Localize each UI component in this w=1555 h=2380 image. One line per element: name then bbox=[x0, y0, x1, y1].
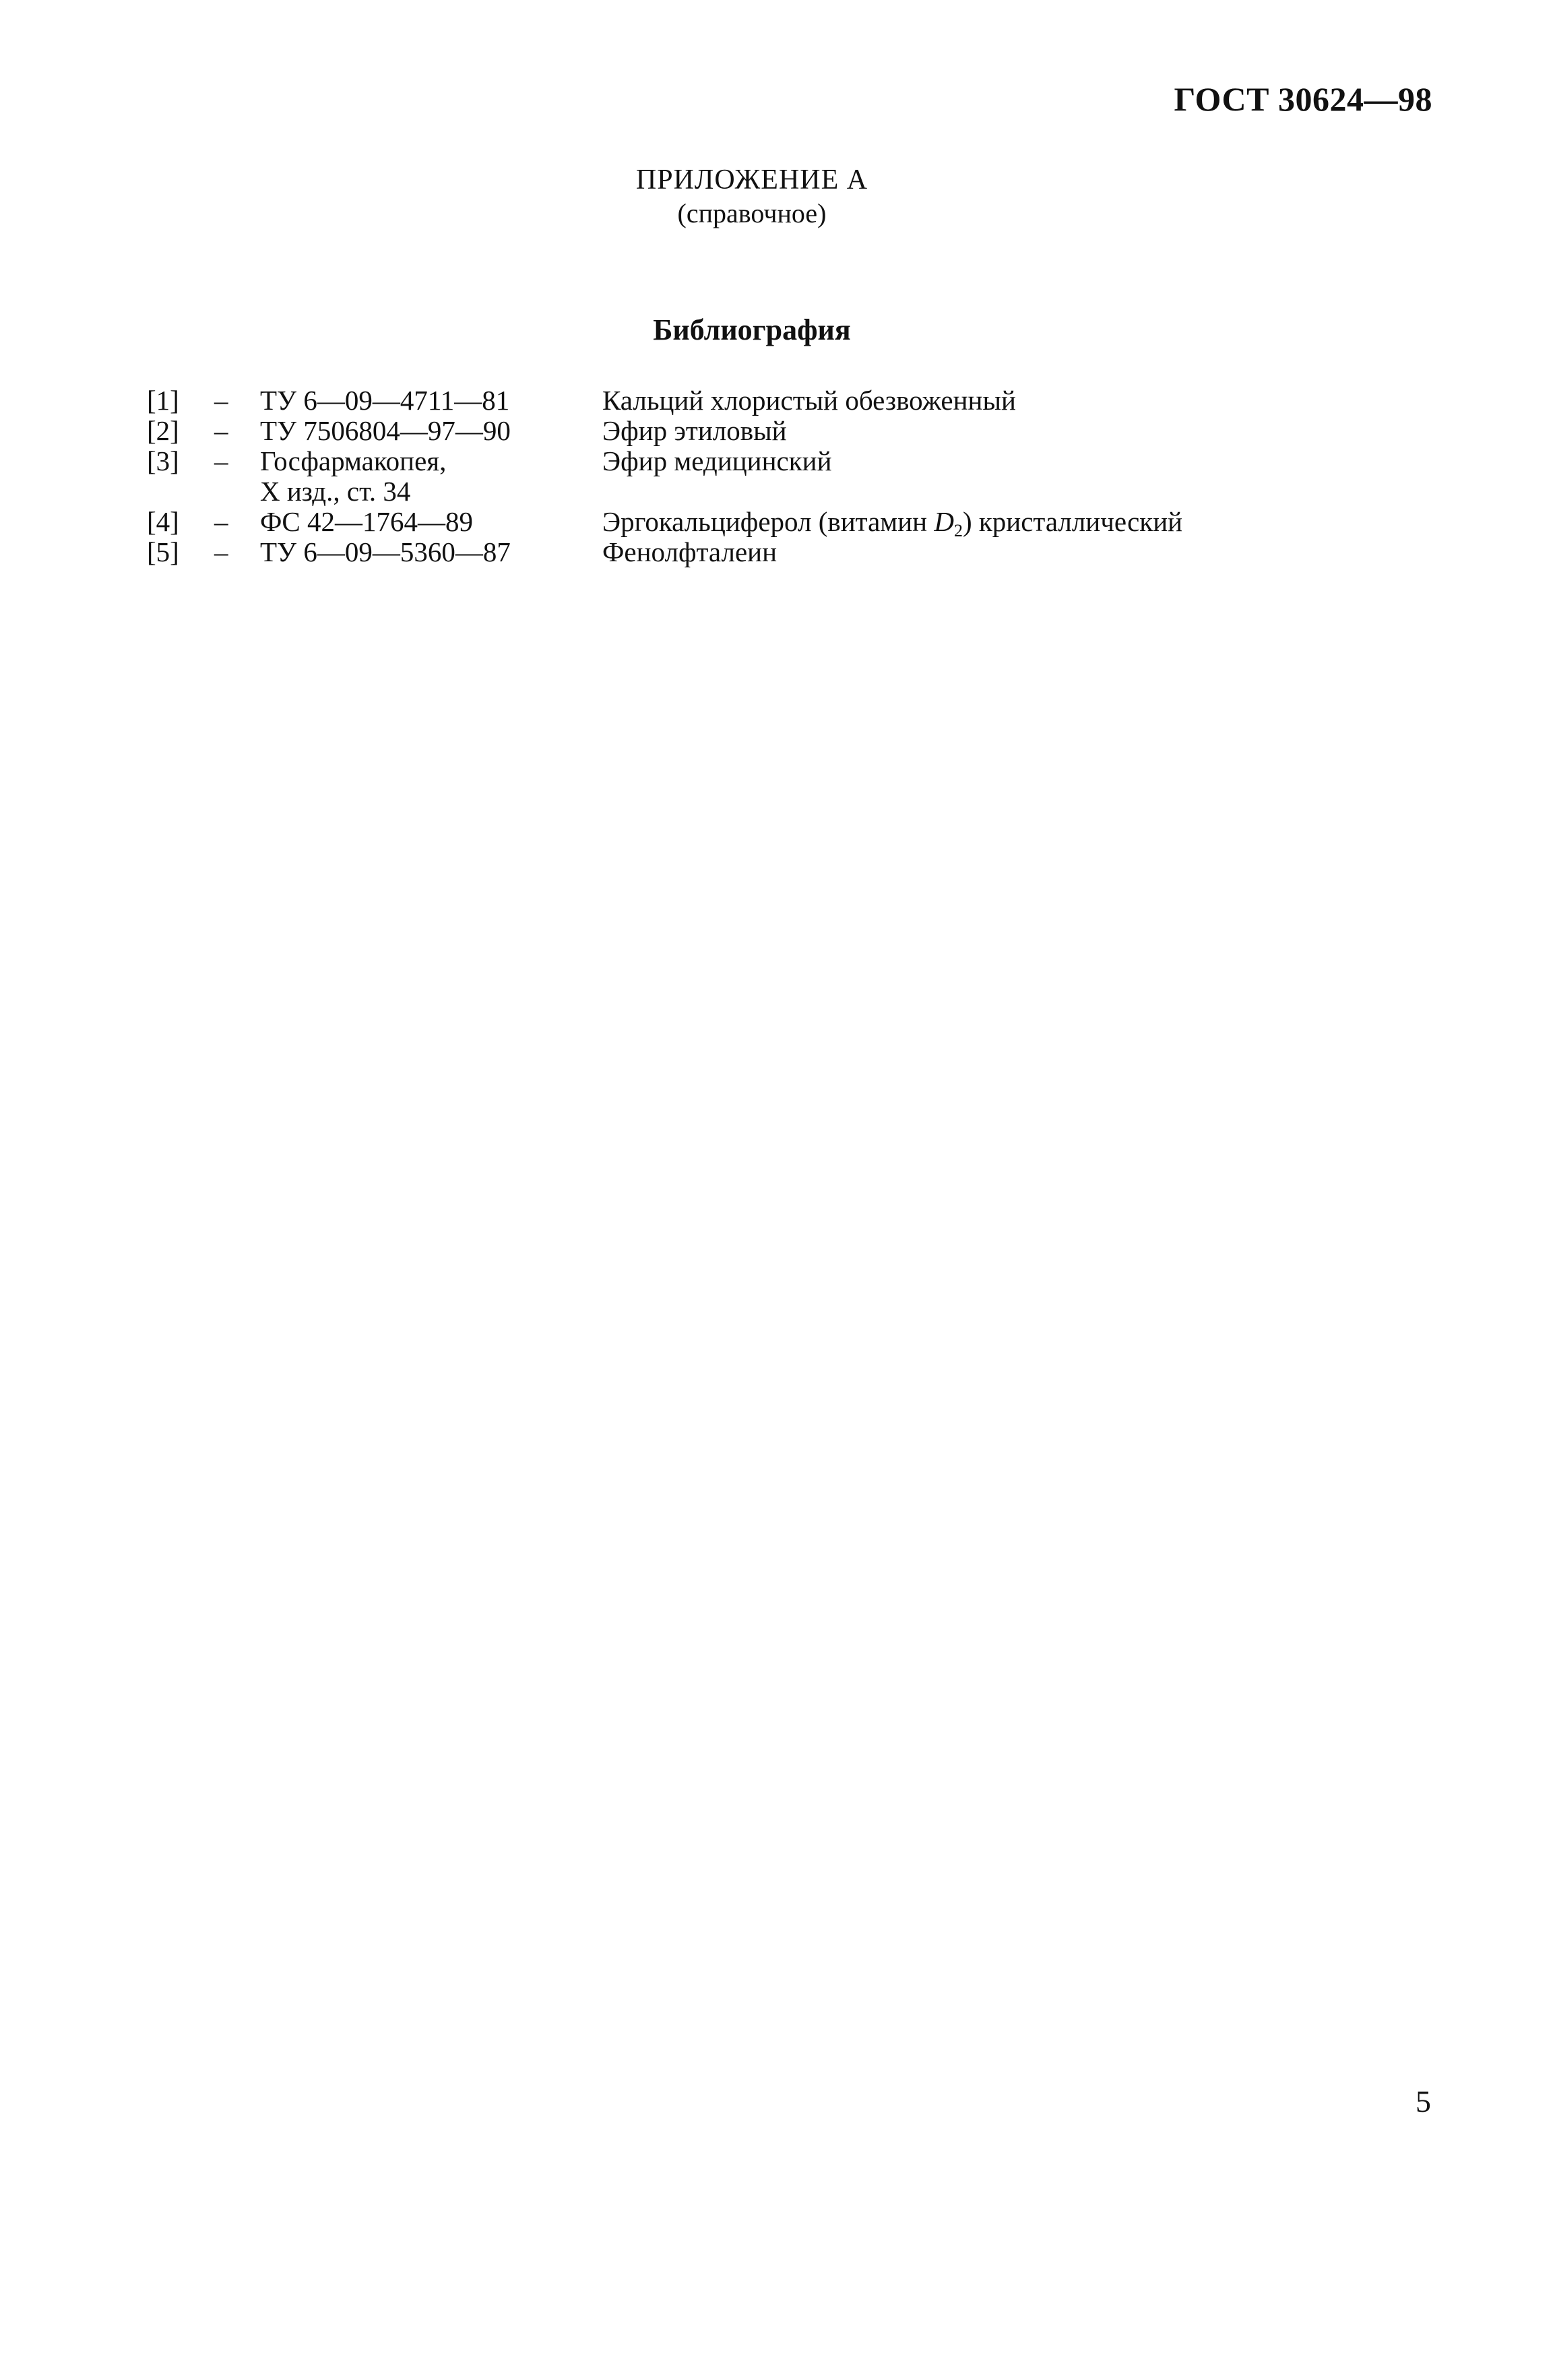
entry-dash: – bbox=[214, 445, 228, 476]
entry-title: Фенолфталеин bbox=[602, 536, 778, 567]
entry-dash: – bbox=[214, 385, 228, 416]
bibliography-entry bbox=[147, 537, 1427, 567]
entry-dash: – bbox=[214, 536, 228, 567]
entry-code bbox=[260, 446, 446, 507]
entry-code-line-2: Х изд., ст. 34 bbox=[260, 476, 411, 507]
entry-title-variable: D bbox=[934, 506, 954, 537]
entry-code: ТУ 7506804—97—90 bbox=[260, 415, 511, 446]
entry-number: [1] bbox=[147, 385, 179, 416]
bibliography-list bbox=[147, 385, 1427, 567]
bibliography-entry bbox=[147, 446, 1427, 507]
entry-title-suffix: ) кристаллический bbox=[962, 506, 1183, 537]
entry-title: Эфир медицинский bbox=[602, 445, 832, 476]
entry-number: [3] bbox=[147, 445, 179, 476]
entry-title-subscript: 2 bbox=[953, 521, 963, 540]
bibliography-entry bbox=[147, 416, 1427, 446]
entry-dash: – bbox=[214, 415, 228, 446]
section-title: Библиография bbox=[653, 313, 851, 346]
entry-code: ТУ 6—09—5360—87 bbox=[260, 536, 511, 567]
entry-title: Эфир этиловый bbox=[602, 415, 787, 446]
entry-number: [5] bbox=[147, 536, 179, 567]
entry-code: ФС 42—1764—89 bbox=[260, 506, 473, 537]
entry-code-line-1: Госфармакопея, bbox=[260, 445, 447, 476]
appendix-heading bbox=[0, 163, 1504, 230]
bibliography-entry bbox=[147, 385, 1427, 416]
entry-title-prefix: Эргокальциферол (витамин bbox=[602, 506, 934, 537]
entry-dash: – bbox=[214, 506, 228, 537]
entry-code: ТУ 6—09—4711—81 bbox=[260, 385, 510, 416]
bibliography-entry bbox=[147, 506, 1427, 540]
appendix-title: ПРИЛОЖЕНИЕ А bbox=[635, 164, 868, 195]
entry-number: [4] bbox=[147, 506, 179, 537]
entry-title: Кальций хлористый обезвоженный bbox=[602, 385, 1016, 416]
document-code: ГОСТ 30624—98 bbox=[1174, 80, 1432, 118]
page-number: 5 bbox=[1416, 2084, 1431, 2119]
appendix-subtitle: (справочное) bbox=[677, 198, 827, 228]
entry-number: [2] bbox=[147, 415, 179, 446]
